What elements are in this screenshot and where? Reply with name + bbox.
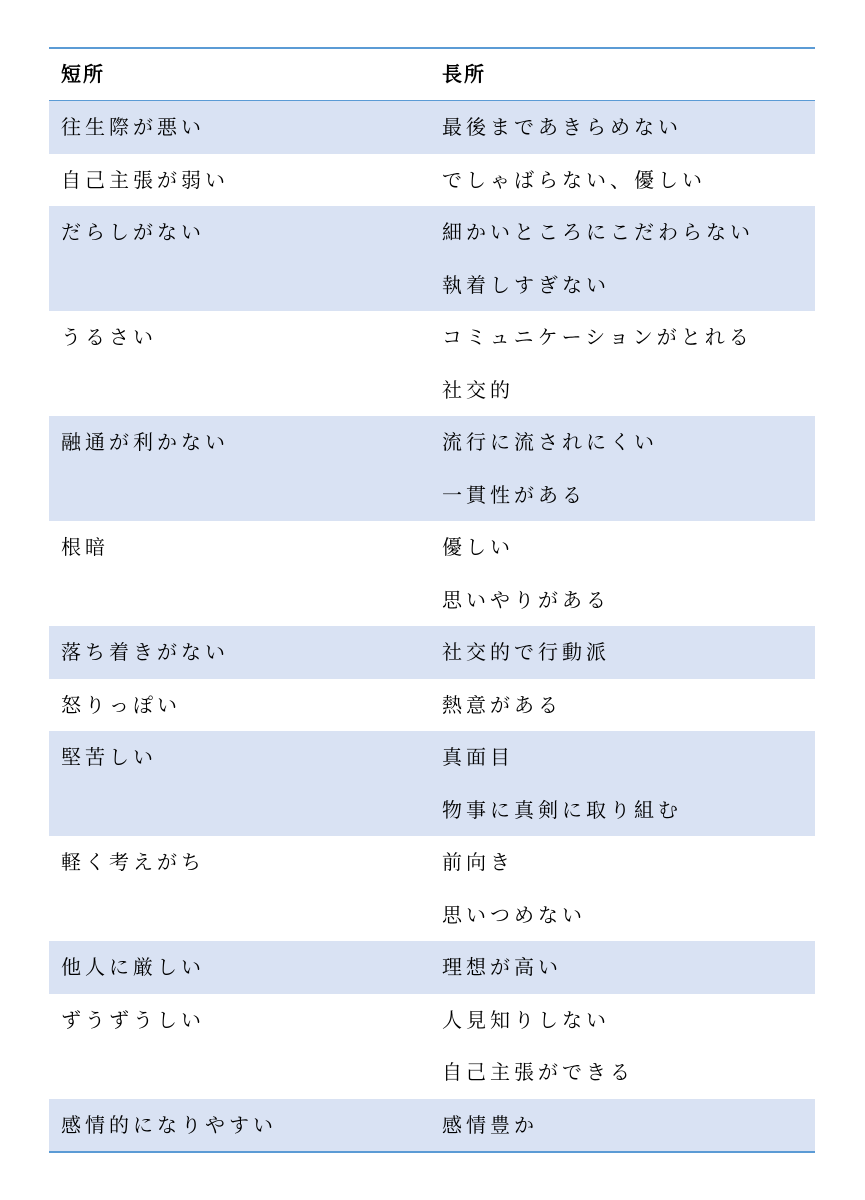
short-cell xyxy=(49,311,430,416)
short-cell xyxy=(49,206,430,311)
long-cell xyxy=(430,521,815,626)
long-text: 執着しすぎない xyxy=(442,272,610,297)
table-row xyxy=(49,521,815,626)
long-cell xyxy=(430,101,815,154)
table-row xyxy=(49,416,815,521)
short-cell xyxy=(49,941,430,994)
short-cell xyxy=(49,521,430,626)
short-text: 感情的になりやすい xyxy=(61,1112,277,1137)
table-row xyxy=(49,994,815,1099)
table-row xyxy=(49,731,815,836)
long-cell xyxy=(430,416,815,521)
short-text: ずうずうしい xyxy=(61,1007,205,1032)
header-short-label: 短所 xyxy=(61,62,105,87)
header-long-label: 長所 xyxy=(442,62,486,87)
long-cell xyxy=(430,154,815,207)
short-text: 根暗 xyxy=(61,535,109,559)
long-cell xyxy=(430,731,815,836)
short-cell xyxy=(49,836,430,941)
short-cell xyxy=(49,1099,430,1152)
table-row xyxy=(49,941,815,994)
short-text: 軽く考えがち xyxy=(61,850,205,874)
header-short-cell xyxy=(49,48,430,101)
table-row xyxy=(49,206,815,311)
table-header xyxy=(49,49,815,101)
long-text: 優しい xyxy=(442,535,514,559)
short-cell xyxy=(49,154,430,207)
short-text: 他人に厳しい xyxy=(61,955,205,979)
long-cell xyxy=(430,626,815,679)
long-text: 思いつめない xyxy=(442,902,586,927)
short-cell xyxy=(49,101,430,154)
table-row xyxy=(49,626,815,679)
short-text: だらしがない xyxy=(61,220,205,244)
long-cell xyxy=(430,994,815,1099)
long-text: 真面目 xyxy=(442,745,514,769)
short-cell xyxy=(49,416,430,521)
short-cell xyxy=(49,994,430,1099)
long-text: 細かいところにこだわらない xyxy=(442,220,754,244)
short-cell xyxy=(49,679,430,732)
long-text: 熱意がある xyxy=(442,692,562,717)
long-text: 感情豊か xyxy=(442,1112,538,1137)
long-text: 社交的 xyxy=(442,377,514,402)
long-text: 社交的で行動派 xyxy=(442,640,610,664)
long-text: 自己主張ができる xyxy=(442,1060,634,1084)
long-text: 人見知りしない xyxy=(442,1007,610,1032)
table-row xyxy=(49,101,815,154)
short-cell xyxy=(49,626,430,679)
short-text: 落ち着きがない xyxy=(61,640,229,664)
short-text: うるさい xyxy=(61,325,157,349)
short-cell xyxy=(49,731,430,836)
long-cell xyxy=(430,836,815,941)
table-row xyxy=(49,154,815,207)
long-text: 一貫性がある xyxy=(442,482,586,507)
long-text: 物事に真剣に取り組む xyxy=(442,797,682,822)
short-text: 堅苦しい xyxy=(61,745,157,769)
short-text: 怒りっぽい xyxy=(61,692,181,717)
long-text: コミュニケーションがとれる xyxy=(442,325,753,349)
table-row xyxy=(49,679,815,732)
table-row xyxy=(49,1099,815,1152)
table-row xyxy=(49,311,815,416)
short-text: 往生際が悪い xyxy=(61,115,205,139)
header-long-cell xyxy=(430,48,815,101)
table-row xyxy=(49,836,815,941)
long-text: 思いやりがある xyxy=(442,587,610,612)
long-text: 理想が高い xyxy=(442,955,562,979)
long-text: 流行に流されにくい xyxy=(442,430,658,454)
long-text: でしゃばらない、優しい xyxy=(442,167,706,192)
long-cell xyxy=(430,941,815,994)
long-cell xyxy=(430,1099,815,1152)
long-text: 前向き xyxy=(442,850,514,874)
long-text: 最後まであきらめない xyxy=(442,115,682,139)
short-text: 自己主張が弱い xyxy=(61,167,229,192)
long-cell xyxy=(430,311,815,416)
strengths-weaknesses-table xyxy=(49,47,815,1153)
long-cell xyxy=(430,206,815,311)
long-cell xyxy=(430,679,815,732)
short-text: 融通が利かない xyxy=(61,430,229,454)
